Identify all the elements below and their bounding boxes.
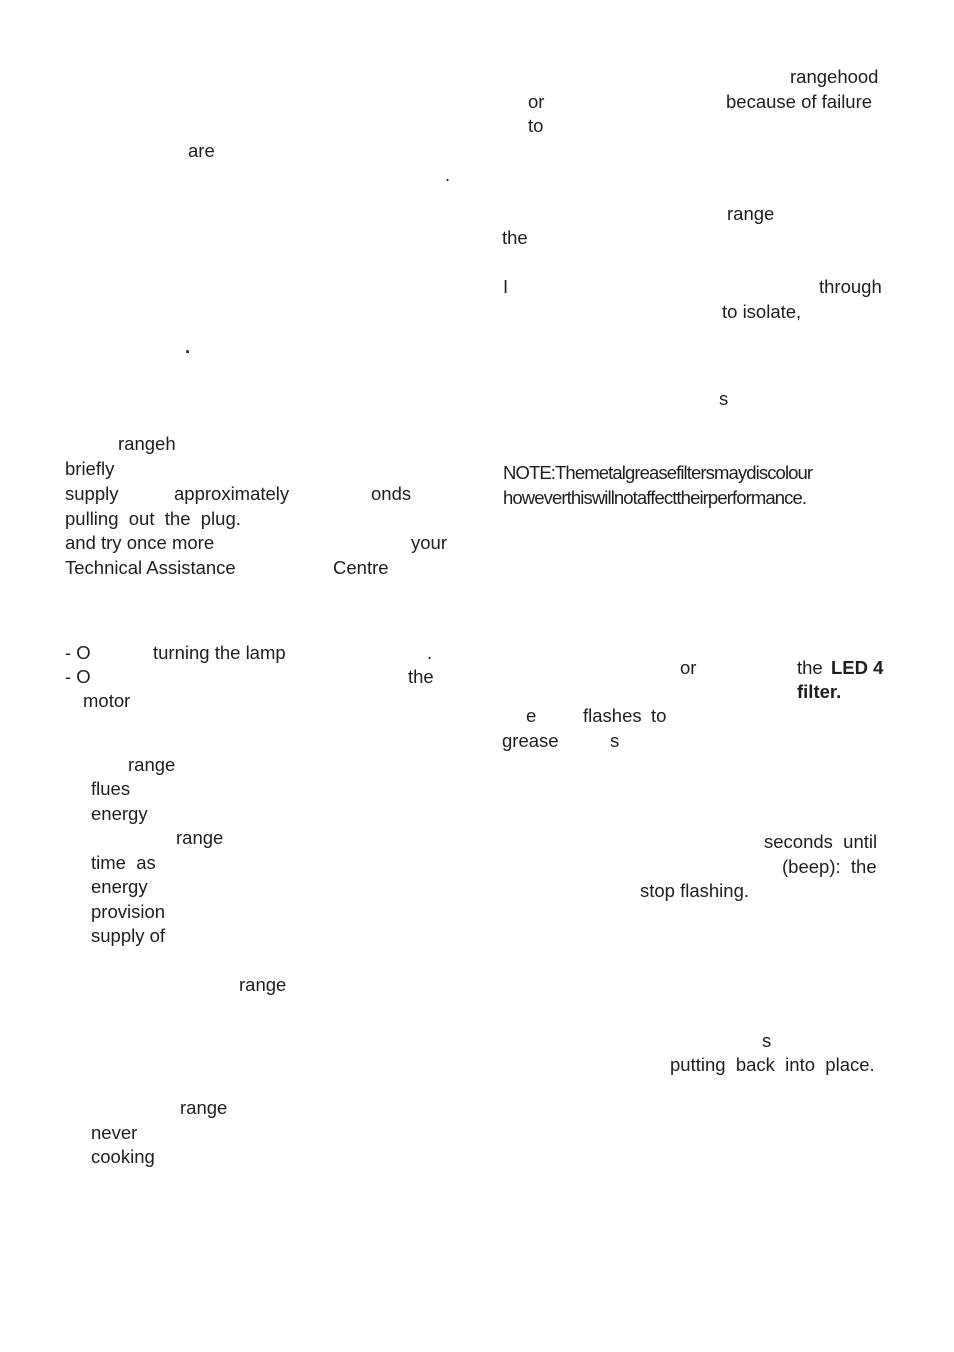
text-fragment: to <box>528 115 544 136</box>
text-fragment: range <box>180 1097 228 1118</box>
text-fragment: I <box>503 276 509 297</box>
text-fragment: flashes <box>583 705 642 726</box>
text-fragment: briefly <box>65 458 115 479</box>
text-fragment: rangehood <box>790 66 879 87</box>
text-fragment: energy <box>91 876 148 897</box>
text-fragment: the <box>797 657 823 678</box>
text-fragment: never <box>91 1122 138 1143</box>
text-fragment: stop flashing. <box>640 880 750 901</box>
text-fragment: range <box>239 974 287 995</box>
text-fragment: Technical Assistance <box>65 557 236 578</box>
text-fragment: range <box>727 203 775 224</box>
text-fragment: range <box>176 827 224 848</box>
text-fragment: flues <box>91 778 131 799</box>
text-fragment: putting back into place. <box>670 1054 875 1075</box>
text-fragment: e <box>526 705 537 726</box>
text-fragment: . <box>185 336 191 357</box>
text-fragment: cooking <box>91 1146 155 1167</box>
text-fragment: approximately <box>174 483 290 504</box>
text-fragment: your <box>411 532 447 553</box>
text-fragment: LED 4 <box>831 657 884 678</box>
text-fragment: (beep): the <box>782 856 877 877</box>
text-fragment: time as <box>91 852 156 873</box>
text-fragment: provision <box>91 901 166 922</box>
text-fragment: filter. <box>797 681 842 702</box>
text-fragment: motor <box>83 690 131 711</box>
text-fragment: are <box>188 140 215 161</box>
text-fragment: because of failure <box>726 91 873 112</box>
text-fragment: . <box>445 164 451 185</box>
text-fragment: through <box>819 276 882 297</box>
text-fragment: pulling out the plug. <box>65 508 241 529</box>
text-fragment: seconds until <box>764 831 878 852</box>
text-fragment: turning the lamp <box>153 642 286 663</box>
text-fragment: s <box>719 388 729 409</box>
text-fragment: s <box>610 730 620 751</box>
text-fragment: s <box>762 1030 772 1051</box>
text-fragment: range <box>128 754 176 775</box>
text-fragment: or <box>528 91 545 112</box>
text-fragment: Centre <box>333 557 389 578</box>
text-fragment: to <box>651 705 667 726</box>
text-fragment: grease <box>502 730 559 751</box>
text-fragment: or <box>680 657 697 678</box>
note-line: howeverthiswillnotaffecttheirperformance. <box>503 487 807 508</box>
text-fragment: supply of <box>91 925 166 946</box>
text-fragment: . <box>427 642 433 663</box>
text-fragment: to isolate, <box>722 301 802 322</box>
text-fragment: rangeh <box>118 433 176 454</box>
note-line: NOTE:Themetalgreasefiltersmaydiscolour <box>503 462 813 483</box>
text-fragment: - O <box>65 642 91 663</box>
text-fragment: supply <box>65 483 119 504</box>
text-fragment: the <box>502 227 528 248</box>
text-fragment: and try once more <box>65 532 215 553</box>
text-fragment: onds <box>371 483 412 504</box>
text-fragment: the <box>408 666 434 687</box>
text-fragment: energy <box>91 803 148 824</box>
text-fragment: - O <box>65 666 91 687</box>
